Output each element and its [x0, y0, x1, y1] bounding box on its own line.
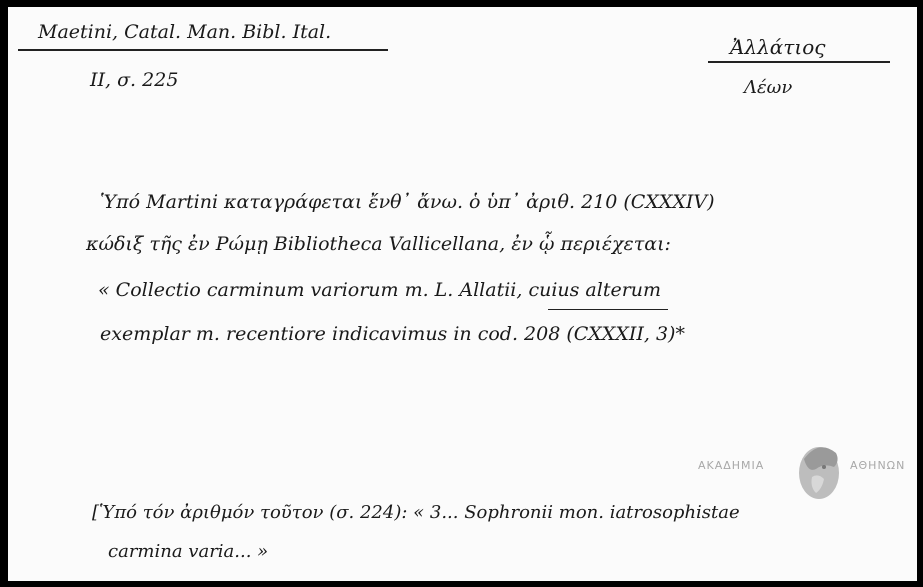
- footnote-line-2: carmina varia... »: [108, 541, 269, 562]
- entry-line-3: « Collectio carminum variorum m. L. Allatii, cuius alterum: [98, 279, 662, 301]
- reference-title: Maetini, Catal. Man. Bibl. Ital.: [38, 21, 332, 43]
- reference-volume: II, σ. 225: [90, 69, 179, 91]
- catalog-card: [8, 7, 917, 581]
- academy-watermark: [698, 437, 917, 507]
- footnote-line-1: [Ὑπό τόν ἀριθμόν τοῦτον (σ. 224): « 3... Sophronii mon. iatrosophistae: [92, 502, 740, 523]
- reference-underline: [18, 49, 388, 51]
- heading-forename: Λέων: [744, 77, 793, 98]
- heading-surname: Ἀλλάτιος: [730, 35, 826, 59]
- author-underline: [548, 309, 668, 310]
- entry-line-2: κώδιξ τῆς ἐν Ρώμῃ Bibliotheca Vallicellana, ἐν ᾧ περιέχεται:: [86, 233, 671, 255]
- watermark-right-text: ΑΘΗΝΩΝ: [850, 459, 906, 472]
- heading-underline: [708, 61, 890, 63]
- watermark-left-text: ΑΚΑΔΗΜΙΑ: [698, 459, 765, 472]
- entry-line-4: exemplar m. recentiore indicavimus in cod. 208 (CXXXII, 3)*: [100, 323, 685, 345]
- athena-head-icon: [794, 437, 844, 503]
- entry-line-1: Ὑπό Martini καταγράφεται ἔνθ᾽ ἄνω. ὁ ὑπ᾽ ἀριθ. 210 (CXXXIV): [100, 191, 715, 213]
